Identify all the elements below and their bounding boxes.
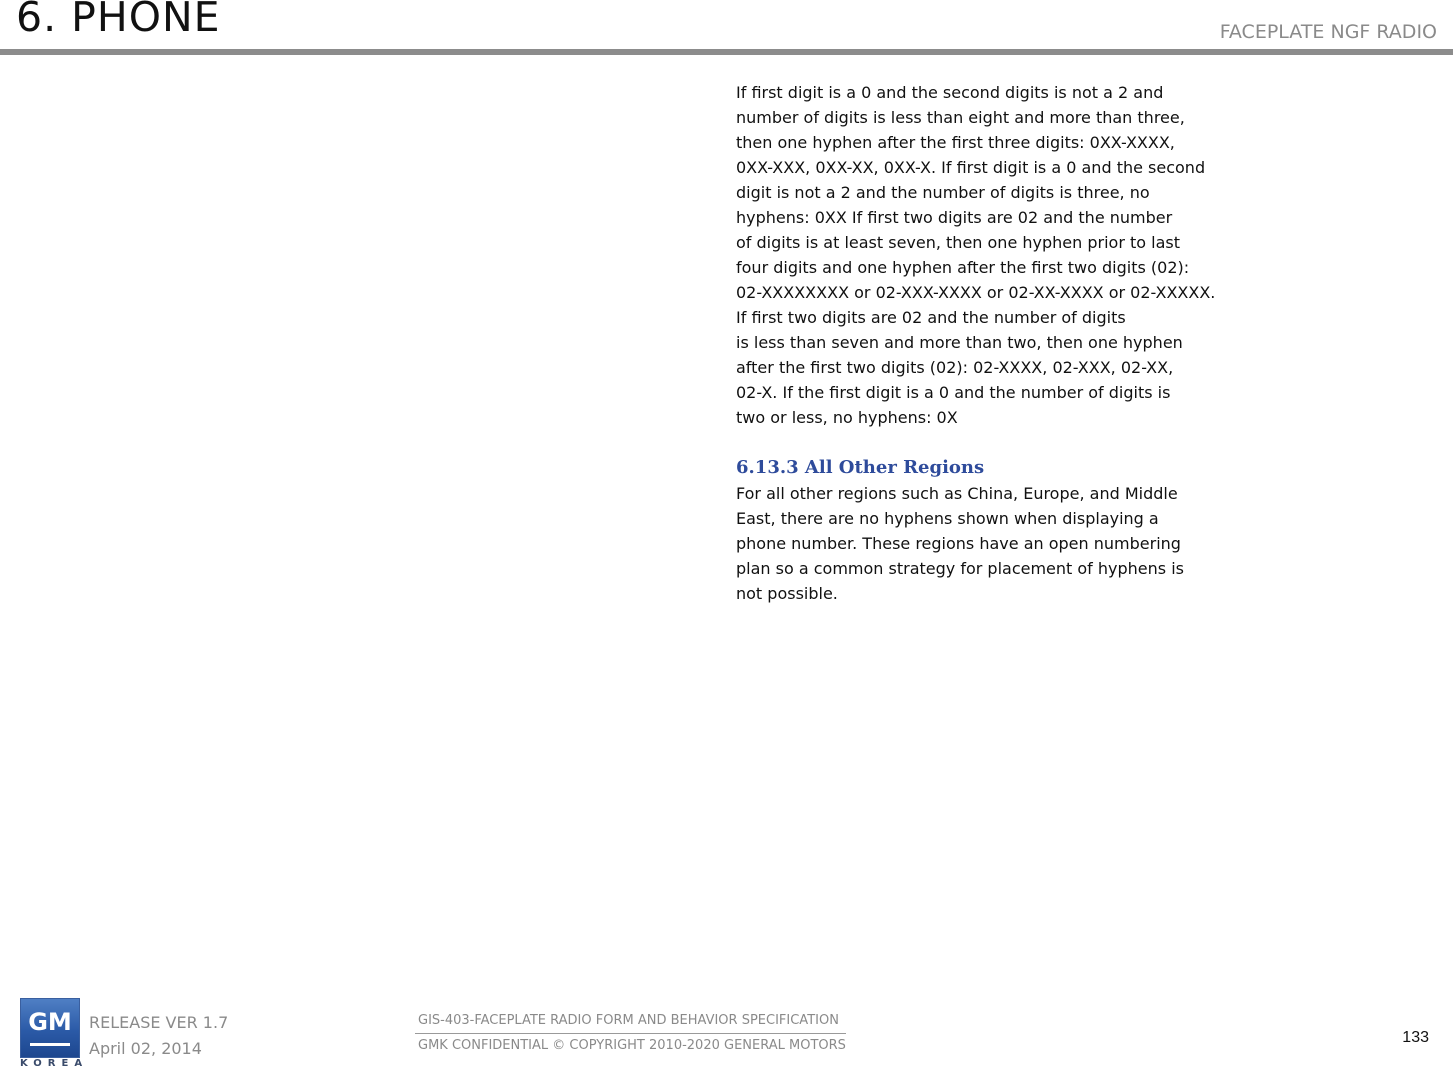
page-number: 133 bbox=[1402, 1029, 1429, 1046]
release-version: RELEASE VER 1.7 bbox=[89, 1013, 229, 1032]
paragraph-line: is less than seven and more than two, then one hyphen bbox=[736, 333, 1183, 352]
paragraph-line: If first digit is a 0 and the second digits is not a 2 and bbox=[736, 83, 1164, 102]
paragraph-line: then one hyphen after the first three digits: 0XX-XXXX, bbox=[736, 133, 1175, 152]
paragraph-line: For all other regions such as China, Europe, and Middle bbox=[736, 484, 1178, 503]
gm-logo-underline bbox=[30, 1043, 70, 1046]
paragraph-line: after the first two digits (02): 02-XXXX, 02-XXX, 02-XX, bbox=[736, 358, 1174, 377]
paragraph-line: number of digits is less than eight and more than three, bbox=[736, 108, 1185, 127]
intro-paragraph bbox=[736, 80, 1256, 430]
paragraph-line: digit is not a 2 and the number of digits is three, no bbox=[736, 183, 1150, 202]
korea-logo-text: KOREA bbox=[20, 1058, 89, 1069]
document-label: FACEPLATE NGF RADIO bbox=[1219, 21, 1437, 43]
gm-korea-logo bbox=[20, 998, 89, 1070]
footer-document-info bbox=[415, 1012, 846, 1055]
release-info bbox=[89, 1010, 228, 1062]
paragraph-line: of digits is at least seven, then one hyphen prior to last bbox=[736, 233, 1180, 252]
section-heading: 6.13.3 All Other Regions bbox=[736, 457, 985, 478]
paragraph-line: two or less, no hyphens: 0X bbox=[736, 408, 958, 427]
paragraph-line: If first two digits are 02 and the number of digits bbox=[736, 308, 1126, 327]
main-content bbox=[736, 80, 1256, 606]
paragraph-line: plan so a common strategy for placement of hyphens is bbox=[736, 559, 1184, 578]
paragraph-line: not possible. bbox=[736, 584, 838, 603]
gm-logo-text: GM bbox=[28, 1008, 72, 1036]
spec-title: GIS-403-FACEPLATE RADIO FORM AND BEHAVIOR SPECIFICATION bbox=[415, 1012, 846, 1034]
header-divider bbox=[0, 49, 1453, 55]
paragraph-line: 02-XXXXXXXX or 02-XXX-XXXX or 02-XX-XXXX or 02-XXXXX. bbox=[736, 283, 1216, 302]
gm-logo-badge bbox=[20, 998, 80, 1058]
chapter-title: 6. PHONE bbox=[16, 0, 221, 41]
release-date: April 02, 2014 bbox=[89, 1039, 202, 1058]
paragraph-line: phone number. These regions have an open numbering bbox=[736, 534, 1181, 553]
paragraph-line: four digits and one hyphen after the first two digits (02): bbox=[736, 258, 1190, 277]
paragraph-line: 0XX-XXX, 0XX-XX, 0XX-X. If first digit is a 0 and the second bbox=[736, 158, 1206, 177]
paragraph-line: 02-X. If the first digit is a 0 and the number of digits is bbox=[736, 383, 1171, 402]
paragraph-line: East, there are no hyphens shown when displaying a bbox=[736, 509, 1159, 528]
section-paragraph bbox=[736, 481, 1256, 606]
paragraph-line: hyphens: 0XX If first two digits are 02 and the number bbox=[736, 208, 1173, 227]
confidential-notice: GMK CONFIDENTIAL © COPYRIGHT 2010-2020 GENERAL MOTORS bbox=[418, 1038, 846, 1053]
